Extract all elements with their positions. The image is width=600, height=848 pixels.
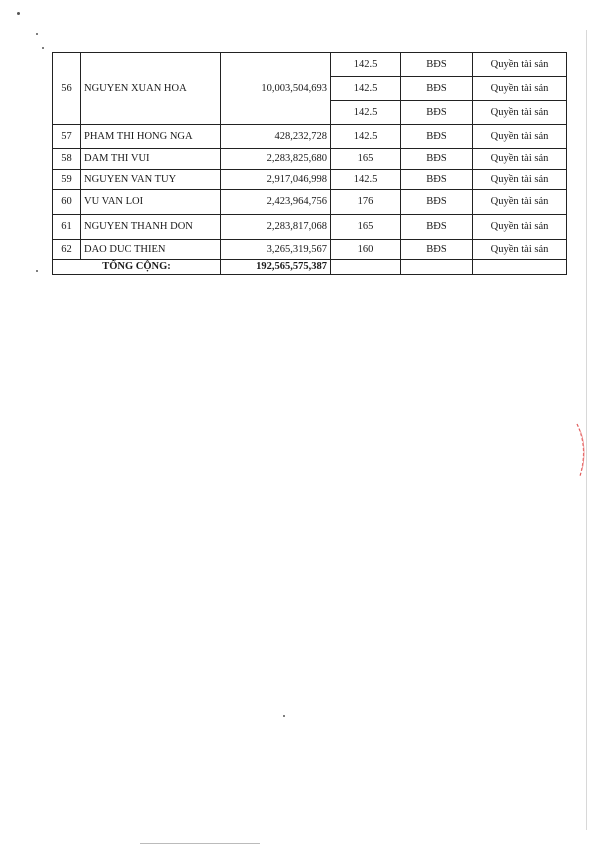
page-edge (586, 30, 587, 830)
table-row (53, 215, 567, 240)
customer-name: DAO DUC THIEN (81, 240, 221, 260)
collateral-cell: Quyền tài sản (473, 125, 567, 149)
row-number: 58 (53, 149, 81, 170)
rate-cell: 142.5 (331, 101, 401, 125)
total-amount: 192,565,575,387 (221, 260, 331, 275)
rate-cell: 165 (331, 215, 401, 240)
table-row (53, 53, 567, 77)
customer-name: NGUYEN THANH DON (81, 215, 221, 240)
type-cell: BĐS (401, 215, 473, 240)
rate-cell: 142.5 (331, 77, 401, 101)
rate-cell: 160 (331, 240, 401, 260)
row-number: 59 (53, 170, 81, 190)
scan-speck (17, 12, 20, 15)
row-number: 61 (53, 215, 81, 240)
rate-cell: 142.5 (331, 53, 401, 77)
page-bottom-edge (140, 843, 260, 844)
rate-cell: 165 (331, 149, 401, 170)
scan-speck (42, 47, 44, 49)
debt-amount: 2,283,817,068 (221, 215, 331, 240)
type-cell: BĐS (401, 149, 473, 170)
row-number: 57 (53, 125, 81, 149)
debt-amount: 428,232,728 (221, 125, 331, 149)
rate-cell: 142.5 (331, 170, 401, 190)
customer-name: NGUYEN XUAN HOA (81, 53, 221, 125)
debt-amount: 2,283,825,680 (221, 149, 331, 170)
debt-amount: 2,917,046,998 (221, 170, 331, 190)
debt-amount: 2,423,964,756 (221, 190, 331, 215)
total-row (53, 260, 567, 275)
collateral-cell: Quyền tài sản (473, 149, 567, 170)
collateral-cell: Quyền tài sản (473, 215, 567, 240)
customer-name: NGUYEN VAN TUY (81, 170, 221, 190)
customer-name: DAM THI VUI (81, 149, 221, 170)
debt-table (52, 52, 567, 275)
rate-cell: 176 (331, 190, 401, 215)
collateral-cell: Quyền tài sản (473, 101, 567, 125)
scan-speck (36, 270, 38, 272)
row-number: 56 (53, 53, 81, 125)
total-label: TỔNG CỘNG: (53, 260, 221, 275)
rate-cell: 142.5 (331, 125, 401, 149)
table-row (53, 240, 567, 260)
type-cell: BĐS (401, 240, 473, 260)
collateral-cell: Quyền tài sản (473, 240, 567, 260)
collateral-cell: Quyền tài sản (473, 170, 567, 190)
type-cell: BĐS (401, 170, 473, 190)
type-cell: BĐS (401, 125, 473, 149)
row-number: 62 (53, 240, 81, 260)
row-number: 60 (53, 190, 81, 215)
scan-speck (283, 715, 285, 717)
scan-speck (36, 33, 38, 35)
customer-name: PHAM THI HONG NGA (81, 125, 221, 149)
type-cell: BĐS (401, 77, 473, 101)
debt-amount: 3,265,319,567 (221, 240, 331, 260)
collateral-cell: Quyền tài sản (473, 190, 567, 215)
type-cell: BĐS (401, 190, 473, 215)
collateral-cell: Quyền tài sản (473, 77, 567, 101)
table-row (53, 149, 567, 170)
table-row (53, 125, 567, 149)
debt-amount: 10,003,504,693 (221, 53, 331, 125)
collateral-cell: Quyền tài sản (473, 53, 567, 77)
customer-name: VU VAN LOI (81, 190, 221, 215)
empty-cell (473, 260, 567, 275)
table-row (53, 170, 567, 190)
type-cell: BĐS (401, 101, 473, 125)
type-cell: BĐS (401, 53, 473, 77)
empty-cell (331, 260, 401, 275)
table-row (53, 190, 567, 215)
empty-cell (401, 260, 473, 275)
